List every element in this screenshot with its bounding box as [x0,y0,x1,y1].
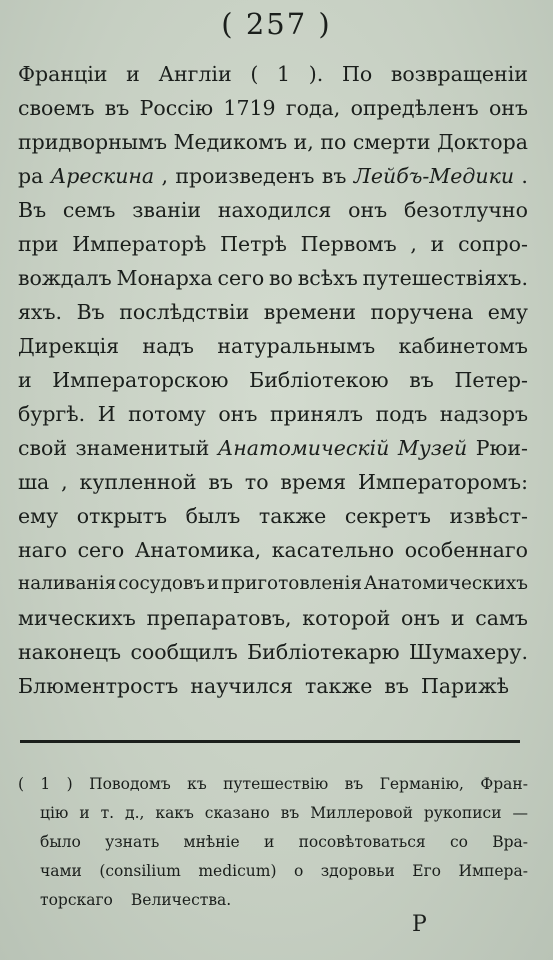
word: со [449,833,468,851]
word: то [244,470,269,494]
word: путешествіяхъ. [362,266,528,290]
text-line [18,227,528,261]
word: званіи [132,198,202,222]
word: ( [18,775,25,793]
word: и [79,804,90,822]
word: и [126,62,140,86]
word: поручена [370,300,474,324]
text-line [18,363,528,397]
word: Первомъ [300,232,397,256]
word: ). [308,62,324,86]
word: также [258,504,327,528]
text-line [18,499,528,533]
text-line [18,295,528,329]
word: Англіи [158,62,232,86]
word: по [320,130,347,154]
word: 1719 [223,96,276,120]
word: Россію [139,96,214,120]
word: . [521,164,528,188]
word: Доктора [437,130,528,154]
word: и [263,833,275,851]
word: ша [18,470,50,494]
word: безотлучно [403,198,528,222]
signature-mark: Р [412,912,427,937]
word: д., [125,804,145,822]
word: Величества. [130,891,232,909]
word: сообщилъ [130,640,238,664]
text-line [18,91,528,125]
word: надзоръ [439,402,528,426]
word: Анатомическихъ [363,573,528,594]
word: посовѣтоваться [298,833,426,851]
word: въ [208,470,234,494]
word: мнѣніе [183,833,240,851]
word: особеннаго [404,538,528,562]
word: препаратовъ, [146,606,292,630]
word: также [304,674,373,698]
word: въ [409,368,434,392]
word: сего [217,266,265,290]
word: наконецъ [18,640,122,664]
word: Въ [18,198,47,222]
word: года, [285,96,341,120]
word: Миллеровой [310,804,413,822]
text-line [18,193,528,227]
text-line [18,465,528,499]
text-line [18,431,528,465]
word: Медикомъ [173,130,288,154]
word: при [18,232,59,256]
word: приготовленія [221,573,362,594]
word: Дирекція [18,334,120,358]
word: узнать [105,833,160,851]
word: цію [40,804,69,822]
word: возвращеніи [390,62,528,86]
word: потому [128,402,206,426]
word: наливанія [18,573,117,594]
word: Анатомическій [217,436,390,460]
word: и [18,368,32,392]
word: какъ [155,804,194,822]
page-number: ( 257 ) [221,7,332,41]
word: Франціи [18,62,108,86]
word: онъ [488,96,528,120]
word: 1 [277,62,291,86]
word: Вра- [492,833,528,851]
word: Императорѣ [72,232,207,256]
text-line [18,601,528,635]
word: смерти [352,130,431,154]
word: въ [321,164,347,188]
word: которой [302,606,391,630]
word: онъ [348,198,388,222]
word: , [61,470,68,494]
word: принялъ [269,402,364,426]
word: сопро- [458,232,528,256]
text-line [18,159,528,193]
word: Императорскою [52,368,229,392]
word: надъ [142,334,194,358]
footnote-line [18,770,528,799]
word: Парижѣ [420,674,510,698]
text-line [18,635,528,669]
word: научился [190,674,293,698]
text-line [18,329,528,363]
word: ( [250,62,259,86]
footnote-line [18,828,528,857]
word: секретъ [344,504,431,528]
word: бургѣ. [18,402,86,426]
word: чами [40,862,82,880]
text-line [18,669,528,703]
word: ему [18,504,59,528]
word: натуральнымъ [217,334,376,358]
footnote-line [18,799,528,828]
word: рукописи [423,804,502,822]
text-line [18,125,528,159]
word: мическихъ [18,606,136,630]
word: Петер- [454,368,528,392]
word: и, [293,130,314,154]
word: Императоромъ: [357,470,528,494]
word: Лейбъ-Медики [353,164,515,188]
text-line [18,533,528,567]
word: произведенъ [175,164,315,188]
word: онъ [218,402,258,426]
word: извѣст- [449,504,528,528]
word: medicum) [198,862,277,880]
word: въ [280,804,300,822]
word: въ [104,96,130,120]
word: Библіотекарю [247,640,400,664]
word: было [40,833,81,851]
word: своемъ [18,96,95,120]
word: свой [18,436,68,460]
word: открытъ [76,504,168,528]
word: семъ [62,198,116,222]
word: торскаго [40,891,113,909]
word: ) [66,775,73,793]
word: знаменитый [75,436,210,460]
word: Въ [76,300,105,324]
footnote [18,770,528,915]
word: — [512,804,528,822]
word: (consilium [99,862,181,880]
word: сосудовъ [118,573,206,594]
footnote-line [18,886,528,915]
word: кабинетомъ [398,334,528,358]
word: Шумахеру. [408,640,528,664]
word: подъ [375,402,428,426]
word: и [450,606,465,630]
word: онъ [401,606,441,630]
word: послѣдствіи [119,300,250,324]
footnote-line [18,857,528,886]
word: 1 [40,775,51,793]
word: ра [18,164,44,188]
word: въ [384,674,409,698]
text-line [18,57,528,91]
word: сего [77,538,125,562]
word: самъ [475,606,528,630]
word: Монарха [116,266,213,290]
word: сказано [204,804,270,822]
word: былъ [185,504,241,528]
word: наго [18,538,67,562]
word: здоровьи [320,862,395,880]
word: о [293,862,304,880]
word: Петрѣ [220,232,287,256]
word: ему [487,300,528,324]
word: къ [187,775,207,793]
word: вождалъ [18,266,112,290]
word: Импера- [458,862,528,880]
word: И [97,402,116,426]
word: Поводомъ [89,775,171,793]
word: во [269,266,293,290]
word: Его [412,862,442,880]
word: , [161,164,169,188]
word: путешествію [223,775,329,793]
text-line [18,261,528,295]
text-line [18,397,528,431]
word: въ [344,775,364,793]
word: всѣхъ [297,266,358,290]
word: Германію, [379,775,464,793]
word: Музей [397,436,468,460]
word: и [430,232,445,256]
word: Рюи- [475,436,528,460]
word: По [341,62,373,86]
word: Анатомика, [134,538,262,562]
word: касательно [271,538,395,562]
word: и [206,573,220,594]
word: Блюментростъ [18,674,179,698]
footnote-divider [20,740,520,743]
word: Библіотекою [249,368,389,392]
word: опредѣленъ [350,96,479,120]
word: т. [100,804,115,822]
word: яхъ. [18,300,63,324]
word: , [410,232,417,256]
text-line [18,567,528,601]
main-text [18,57,528,703]
word: время [280,470,347,494]
word: находился [217,198,332,222]
word: Фран- [480,775,528,793]
word: придворнымъ [18,130,168,154]
word: времени [263,300,356,324]
word: купленной [79,470,197,494]
word: Арескина [50,164,155,188]
